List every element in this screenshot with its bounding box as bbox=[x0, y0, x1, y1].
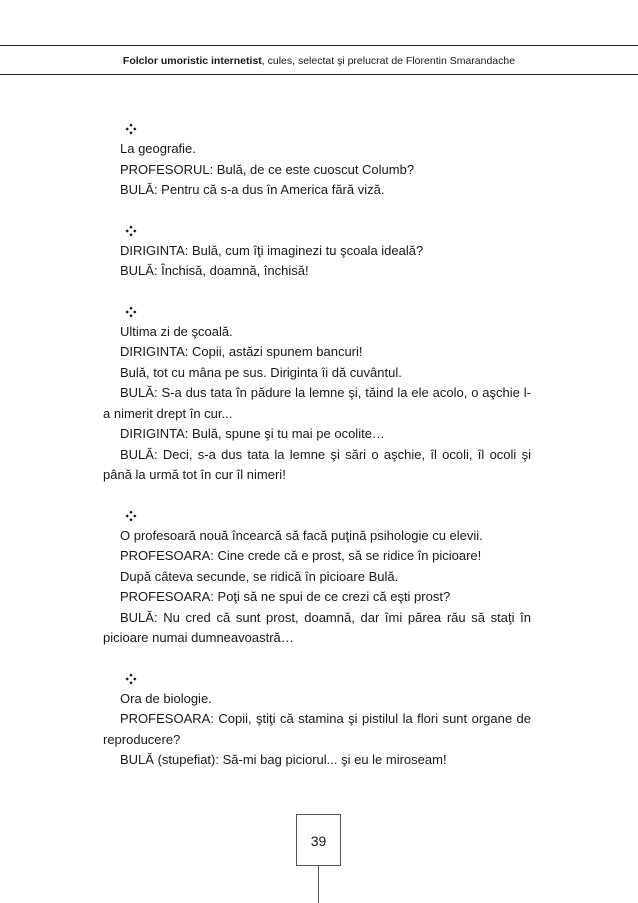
joke-section bbox=[103, 222, 531, 282]
text-line: DIRIGINTA: Bulă, cum îţi imaginezi tu şcoala ideală? bbox=[120, 242, 424, 258]
four-diamond-bullet-icon bbox=[125, 510, 137, 522]
running-header bbox=[0, 54, 638, 68]
text-line: DIRIGINTA: Copii, astăzi spunem bancuri! bbox=[120, 344, 363, 359]
text-line: BULĂ: Pentru că s-a dus în America fără viză. bbox=[120, 182, 385, 197]
joke-section bbox=[103, 670, 531, 771]
joke-section bbox=[103, 507, 531, 649]
text-line: PROFESORUL: Bulă, de ce este cuoscut Columb? bbox=[120, 161, 415, 177]
text-line: Ora de biologie. bbox=[120, 690, 212, 706]
page-number-stem bbox=[318, 866, 319, 903]
page-number: 39 bbox=[310, 833, 327, 849]
page-content bbox=[103, 120, 531, 792]
text-line: DIRIGINTA: Bulă, spune şi tu mai pe ocolite… bbox=[120, 426, 385, 441]
four-diamond-bullet-icon bbox=[125, 123, 137, 135]
header-bottom-rule bbox=[0, 74, 638, 75]
text-line: După câteva secunde, se ridică în picioare Bulă. bbox=[120, 568, 399, 584]
section-separator bbox=[103, 222, 531, 241]
four-diamond-bullet-icon bbox=[125, 306, 137, 318]
section-separator bbox=[103, 507, 531, 526]
text-line: PROFESOARA: Poţi să ne spui de ce crezi că eşti prost? bbox=[120, 589, 451, 604]
text-line: Bulă, tot cu mâna pe sus. Diriginta îi dă cuvântul. bbox=[120, 364, 402, 380]
text-line: Ultima zi de şcoală. bbox=[120, 323, 233, 339]
joke-section bbox=[103, 120, 531, 201]
joke-section bbox=[103, 303, 531, 486]
section-separator bbox=[103, 303, 531, 322]
text-line: BULĂ: Nu cred că sunt prost, doamnă, dar îmi părea rău să staţi în picioare numai dumneavoastră… bbox=[103, 609, 531, 645]
header-title-rest: , cules, selectat şi prelucrat de Florentin Smarandache bbox=[261, 55, 516, 67]
text-line: PROFESOARA: Copii, ştiţi că stamina şi pistilul la flori sunt organe de reproducere? bbox=[103, 711, 531, 747]
four-diamond-bullet-icon bbox=[125, 225, 137, 237]
text-line: O profesoară nouă încearcă să facă puţină psihologie cu elevii. bbox=[120, 527, 483, 543]
text-line: PROFESOARA: Cine crede că e prost, să se ridice în picioare! bbox=[120, 548, 482, 563]
header-top-rule bbox=[0, 45, 638, 46]
text-line: BULĂ: S-a dus tata în pădure la lemne şi, tăind la ele acolo, o aşchie l-a nimerit drept în cur... bbox=[103, 385, 531, 421]
text-line: La geografie. bbox=[120, 141, 196, 156]
header-title-bold: Folclor umoristic internetist bbox=[122, 55, 262, 67]
section-separator bbox=[103, 670, 531, 689]
page-number-box bbox=[296, 814, 341, 866]
text-line: BULĂ: Deci, s-a dus tata la lemne şi sări o aşchie, îl ocoli, îl ocoli şi până la urmă tot în cur îl nimeri! bbox=[103, 446, 531, 482]
text-line: BULĂ: Închisă, doamnă, închisă! bbox=[120, 263, 309, 278]
text-line: BULĂ (stupefiat): Să-mi bag piciorul... şi eu le miroseam! bbox=[120, 752, 447, 767]
four-diamond-bullet-icon bbox=[125, 673, 137, 685]
section-separator bbox=[103, 120, 531, 139]
